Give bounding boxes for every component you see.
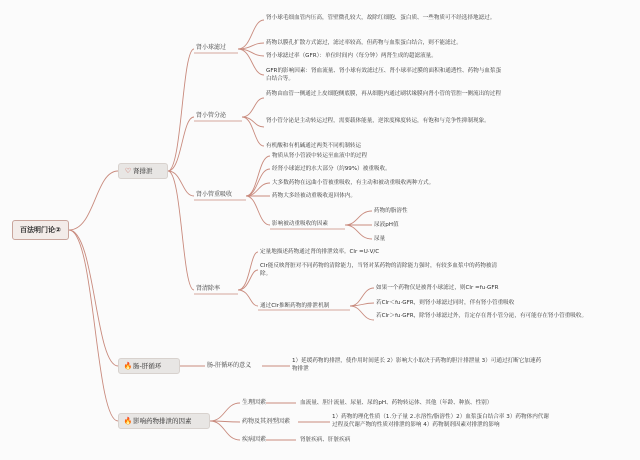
leaf-clearance-1: 定量地描述药物通过肾的排泄效率。Clr =U·V/C: [260, 249, 380, 255]
node-drug-formulation-factors[interactable]: 药物及其剂型因素: [242, 418, 291, 425]
root-node[interactable]: 百法明门论②: [12, 220, 69, 240]
leaf-mechanism-3: 若Clr＞fu·GFR，除肾小球滤过外，肯定存在肾小管分泌，有可能存在肾小管重吸收。: [376, 313, 588, 319]
node-tubular-reabsorption[interactable]: 肾小管重吸收: [196, 191, 233, 198]
leaf-reabsorption-4: 药物大多经被动重吸收返回体内。: [272, 193, 356, 199]
node-glomerular-filtration[interactable]: 肾小球滤过: [196, 44, 227, 51]
leaf-disease-factors: 肾脏疾病、肝脏疾病: [300, 437, 351, 443]
node-physiological-factors[interactable]: 生理因素: [242, 399, 267, 406]
leaf-glomerular-4: GFR的影响因素：肾血流量、肾小球有效滤过压、肾小球率过膜的面积和通透性、药物与血浆蛋白结合等。: [266, 68, 502, 82]
branch-title: 影响药物排泄的因素: [133, 417, 192, 425]
branch-renal-excretion[interactable]: [118, 163, 168, 179]
leaf-reabsorption-1: 物质从肾小管液中转运至血液中的过程: [272, 153, 368, 159]
leaf-mechanism-1: 如果一个药物仅是被肾小球滤过，则Clr =fu·GFR: [376, 285, 499, 291]
node-reabsorption-factors[interactable]: 影响被动重吸收的因素: [272, 221, 328, 227]
node-enterohepatic-meaning[interactable]: 肠-肝循环的意义: [207, 362, 252, 369]
flame-icon: 🔥: [123, 362, 133, 370]
flame-icon: 🔥: [123, 417, 133, 425]
node-tubular-secretion[interactable]: 肾小管分泌: [196, 112, 227, 119]
branch-enterohepatic-circulation[interactable]: [118, 358, 180, 374]
branch-excretion-factors[interactable]: [118, 413, 210, 429]
leaf-drug-formulation-factors: 1）药物的理化性质（1.分子量 2.水溶性/脂溶性）2）血浆蛋白结合率 3）药物体内代谢过程及代谢产物的性质对排泄的影响 4）药物制剂因素对排泄的影响: [332, 414, 549, 428]
leaf-glomerular-1: 肾小球毛细血管内压高，管壁微孔较大，故除红细胞、蛋白质、一些物质可不经选择地滤过。: [266, 15, 496, 21]
leaf-physiological-factors: 血流量、胆汁流量、尿量、尿的pH、药物转运体、其他（年龄、种族、性别）: [300, 400, 493, 406]
leaf-clearance-2: Clr能反映肾脏对不同药物的清除能力，当肾对某药物的清除能力强时，有较多血浆中的药物被清除。: [260, 263, 498, 277]
leaf-reabsorption-2: 经肾小球滤过的水大部分（約99%）被重吸收。: [272, 166, 391, 172]
leaf-mechanism-2: 若Clr＜fu·GFR，则肾小球滤过同时，伴有肾小管重吸收: [376, 300, 515, 306]
leaf-factor-urine-volume: 尿量: [374, 236, 386, 242]
branch-title: 肠-肝循环: [133, 362, 162, 370]
leaf-secretion-3: 有机酸和有机碱通过两类不同机制转运: [266, 143, 362, 149]
leaf-factor-urine-ph: 尿液pH值: [374, 222, 399, 228]
leaf-factor-lipophilicity: 药物的脂溶性: [374, 208, 408, 214]
node-clearance-mechanism[interactable]: 通过Clr推断药物的排泄机制: [260, 303, 330, 309]
node-disease-factors[interactable]: 疾病因素: [242, 436, 267, 443]
leaf-enterohepatic-meaning: 1）延缓药物的排泄，使作用时间延长 2）影响大小取决于药物的胆汁排泄量 3）可通过打断它加速药物排泄: [292, 358, 542, 372]
leaf-glomerular-3: 肾小球滤过率（GFR）：单位时间内（每分钟）两肾生成的超滤液量。: [266, 53, 437, 59]
node-renal-clearance[interactable]: 肾清除率: [196, 285, 221, 292]
leaf-secretion-1: 药物由血管一侧通过上皮细胞侧底膜，再从细胞内通过刷状缘膜向肾小管的管腔一侧流出的过程: [266, 91, 501, 97]
branch-title: 肾排泄: [133, 167, 153, 175]
heart-icon: ♡: [124, 167, 132, 175]
leaf-glomerular-2: 药物以膜孔扩散方式滤过，滤过率较高，但药物与血浆蛋白结合，则不能滤过。: [266, 40, 462, 46]
leaf-secretion-2: 肾小管分泌是主动转运过程，需要载体能量，逆浓度梯度转运，有饱和与竞争性抑制现象。: [266, 118, 490, 124]
leaf-reabsorption-3: 大多数药物在远曲小管被重吸收，有主动和被动重吸收两种方式。: [272, 180, 435, 186]
